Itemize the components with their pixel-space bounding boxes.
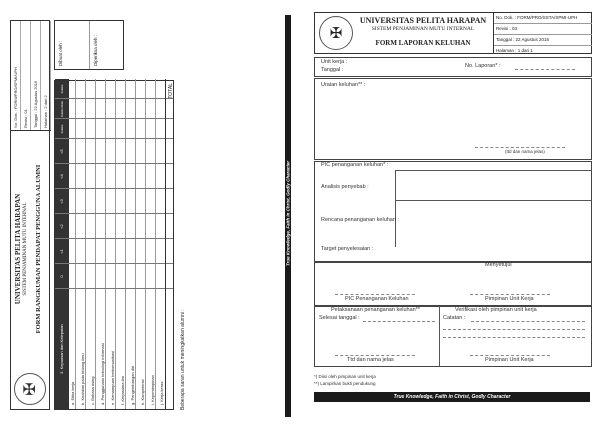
section-divider: [439, 306, 440, 366]
target-penyelesaian-label: Target penyelesaian :: [321, 246, 374, 252]
ttd-signature-line[interactable]: [335, 355, 415, 356]
pic-signature-line[interactable]: [335, 294, 415, 295]
col-divider: [55, 188, 173, 189]
row-label: i. Kepemimpinan: [150, 375, 155, 405]
catatan-label: Catatan :: [443, 315, 466, 321]
checked-by-label: Diperiksa oleh :: [93, 34, 98, 66]
table-row: [109, 79, 116, 409]
verifikasi-label: Verifikasi oleh pimpinan unit kerja: [455, 307, 537, 313]
left-header: [10, 20, 50, 410]
col-divider: [55, 238, 173, 239]
th-3: <3: [55, 189, 69, 214]
col-divider: [55, 118, 173, 119]
col-divider: [55, 288, 173, 289]
unit-kerja-label: Unit kerja :: [321, 59, 348, 65]
form-title: FORM LAPORAN KELUHAN: [375, 39, 471, 47]
row-label: e. Kemampuan berkomunikasi: [110, 350, 115, 405]
left-meta-page: Halaman : 2 dari 2: [41, 21, 51, 130]
catatan-line[interactable]: [443, 337, 585, 338]
left-rating-table: [54, 80, 174, 410]
left-page-rotated-content: [10, 20, 272, 410]
pic-handling-section: [314, 161, 592, 263]
row-label: f. Kerjasama tim: [120, 376, 125, 405]
table-row: [69, 79, 76, 409]
pelaksanaan-label: Pelaksanaan penanganan keluhan**: [331, 307, 420, 313]
pimpinan-signature-line-2[interactable]: [470, 355, 550, 356]
system-name: SISTEM PENJAMINAN MUTU INTERNAL: [371, 26, 475, 32]
th-criteria: 3. Kepuasan dan Ketepatan: [55, 289, 69, 409]
catatan-line[interactable]: [443, 329, 585, 330]
table-row: [79, 79, 86, 409]
pimpinan-unit-kerja-2: Pimpinan Unit Kerja: [485, 357, 534, 363]
table-row: [149, 79, 156, 409]
left-document-meta: [11, 21, 51, 131]
th-1: <1: [55, 239, 69, 264]
col-divider: [55, 263, 173, 264]
ttd-nama-jelas-2: Ttd dan nama jelas: [347, 357, 394, 363]
left-meta-doc: No. Dok. : FORM/PRO/SPMI/UPH: [11, 21, 21, 130]
approval-section: [314, 261, 592, 307]
meta-doc-no: No. Dok. : FORM/PRO/SSTA/SPMI-UPH: [494, 13, 592, 24]
vertical-motto-divider: [285, 15, 291, 417]
row-label: j. Kerja keras: [159, 381, 164, 405]
left-form-title: FORM RANGKUMAN PENDAPAT PENGGUNA ALUMNI: [35, 164, 42, 334]
selesai-tanggal-label: Selesai tanggal :: [319, 315, 360, 321]
meta-date: Tanggal : 22 Agustus 2016: [494, 35, 592, 46]
col-divider: [55, 138, 173, 139]
table-total: TOTAL: [165, 79, 175, 409]
th-indeks-mutu: Indeks Mutu: [55, 99, 69, 119]
rencana-field[interactable]: [395, 200, 592, 247]
form-header: [314, 12, 592, 54]
left-system-name: SISTEM PENJAMINAN MUTU INTERNAL: [23, 202, 28, 296]
table-row: [129, 79, 136, 409]
th-0: 0: [55, 264, 69, 289]
table-row: [158, 79, 165, 409]
pimpinan-unit-kerja-sign-label: Pimpinan Unit Kerja: [485, 296, 534, 302]
no-laporan-label: No. Laporan* :: [465, 63, 501, 69]
row-label: h. Kompetensi: [140, 379, 145, 405]
document-meta: [493, 13, 592, 53]
pic-penanganan-label: PIC penanganan keluhan* :: [321, 162, 389, 168]
footer-motto-bar: True Knowledge, Faith in Christ, Godly Character: [314, 392, 590, 402]
row-label: a. Etika kerja: [70, 381, 75, 405]
footnote-2: **) Lampirkan bukti pendukung: [314, 381, 376, 386]
no-laporan-line[interactable]: [515, 69, 575, 70]
left-meta-date: Tanggal : 22 Agustus 2016: [31, 21, 41, 130]
pimpinan-signature-line[interactable]: [470, 294, 550, 295]
left-meta-rev: Revisi : 01: [21, 21, 31, 130]
complaint-form-page: [314, 12, 590, 404]
divider-motto: True Knowledge, Faith in Christ, Godly Character: [285, 160, 291, 267]
row-label: d. Penggunaan teknologi informasi: [100, 343, 105, 405]
complaint-description-section: [314, 78, 592, 160]
col-divider: [55, 163, 173, 164]
row-label: g. Pengembangan diri: [130, 365, 135, 405]
suggestions-note: Beberapa saran untuk meningkatkan alumni :: [180, 309, 186, 410]
uraian-keluhan-label: Uraian keluhan** :: [321, 82, 366, 88]
ttd-nama-jelas-1: (ttd dan nama jelas): [505, 149, 545, 154]
analisis-penyebab-label: Analisis penyebab :: [321, 184, 369, 190]
th-4: <4: [55, 164, 69, 189]
col-divider: [55, 98, 173, 99]
made-by-label: Dibuat oleh :: [55, 21, 90, 69]
table-row: [99, 79, 106, 409]
meta-revision: Revisi : 03: [494, 24, 592, 35]
th-2: <2: [55, 214, 69, 239]
footnote-1: *) Diisi oleh pimpinan unit kerja: [314, 374, 376, 379]
left-signature-box: [54, 20, 124, 70]
menyetujui-label: Menyetujui: [485, 262, 512, 268]
unit-info-section: [314, 57, 592, 77]
university-name: UNIVERSITAS PELITA HARAPAN: [359, 16, 487, 25]
signature-line[interactable]: [475, 147, 565, 148]
tanggal-label: Tanggal :: [321, 67, 344, 73]
row-label: b. Keahlian pada bidang ilmu: [80, 353, 85, 405]
table-row: [89, 79, 96, 409]
selesai-tanggal-line[interactable]: [363, 321, 435, 322]
col-divider: [55, 213, 173, 214]
rencana-penanganan-label: Rencana penanganan keluhan :: [321, 217, 399, 223]
th-5: <5: [55, 139, 69, 164]
catatan-line[interactable]: [471, 321, 585, 322]
table-row: [119, 79, 126, 409]
left-university-name: UNIVERSITAS PELITA HARAPAN: [14, 193, 22, 305]
th-indeks-kualitas: Indeks Kualitas: [55, 79, 69, 99]
pic-penanganan-sign-label: PIC Penanganan Keluhan: [345, 296, 409, 302]
meta-page: Halaman : 1 dari 1: [496, 48, 533, 53]
table-row: [139, 79, 146, 409]
execution-verification-section: [314, 305, 592, 367]
university-logo-icon: ✠: [319, 16, 353, 50]
th-indeks-kepuasan: Indeks Kepuasan: [55, 119, 69, 139]
row-label: c. Bahasa asing: [90, 376, 95, 405]
analisis-field[interactable]: [395, 170, 592, 201]
university-logo-icon: ✠: [14, 373, 46, 405]
